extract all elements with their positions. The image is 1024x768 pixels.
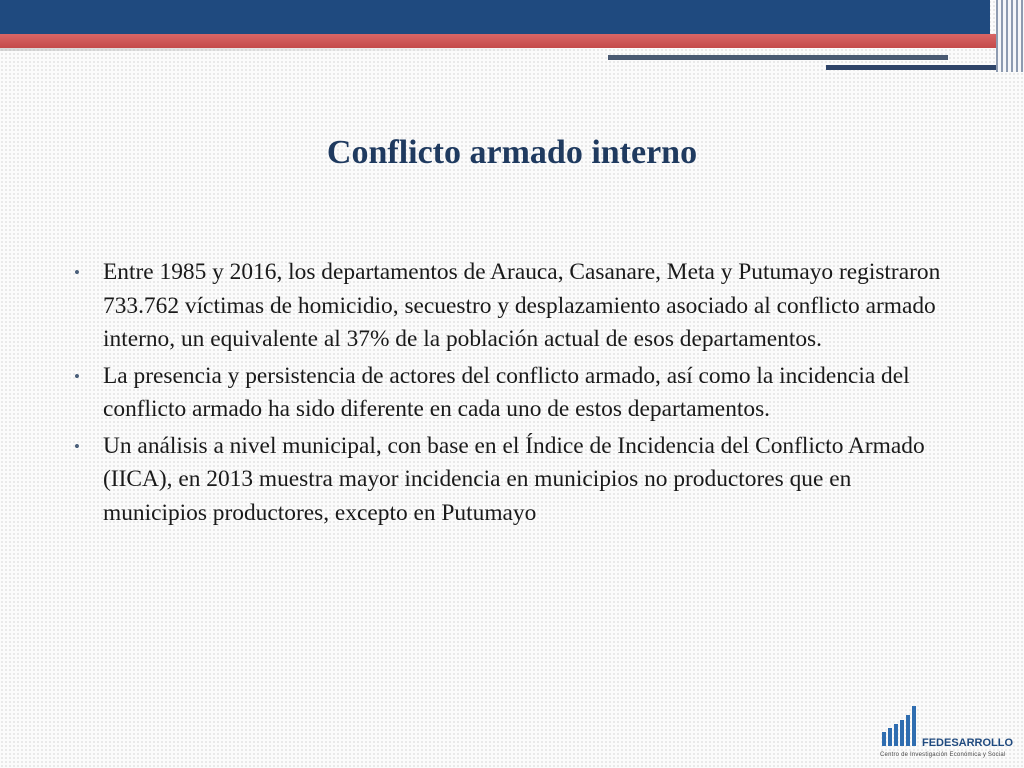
- bullet-marker: •: [74, 366, 80, 386]
- bullet-marker: •: [74, 436, 80, 456]
- bullet-marker: •: [74, 263, 80, 282]
- bullet-item: [74, 360, 954, 427]
- logo-bars-icon: [880, 706, 920, 746]
- header-vertical-stripes: [996, 0, 1024, 72]
- bullet-text: Un análisis a nivel municipal, con base en el Índice de Incidencia del Conflicto Armado (IICA), en 2013 muestra mayor incidencia en municipios no productores que en municipios productores, excepto en Putumayo: [103, 432, 925, 526]
- slide-title: Conflicto armado interno: [326, 134, 698, 171]
- bullet-list: [74, 256, 954, 533]
- header-deco-line: [608, 55, 948, 60]
- header-decoration: [0, 0, 1024, 56]
- logo-tagline: Centro de Investigación Económica y Social: [880, 752, 1006, 758]
- bullet-text: La presencia y persistencia de actores del conflicto armado, así como la incidencia del conflicto armado ha sido diferente en cada uno de estos departamentos.: [103, 362, 910, 422]
- fedesarrollo-logo: [880, 706, 1014, 762]
- header-red-band: [0, 34, 998, 48]
- bullet-text: Entre 1985 y 2016, los departamentos de Arauca, Casanare, Meta y Putumayo registraron 733.762 víctimas de homicidio, secuestro y desplazamiento asociado al conflicto armado interno, un equivalente al 37% de la población actual de esos departamentos.: [103, 259, 941, 352]
- bullet-item: [74, 256, 954, 357]
- logo-name: FEDESARROLLO: [922, 737, 1014, 749]
- header-band-shadow: [0, 48, 600, 51]
- bullet-item: [74, 430, 954, 531]
- header-deco-line-short: [826, 65, 1006, 70]
- header-blue-band: [0, 0, 990, 34]
